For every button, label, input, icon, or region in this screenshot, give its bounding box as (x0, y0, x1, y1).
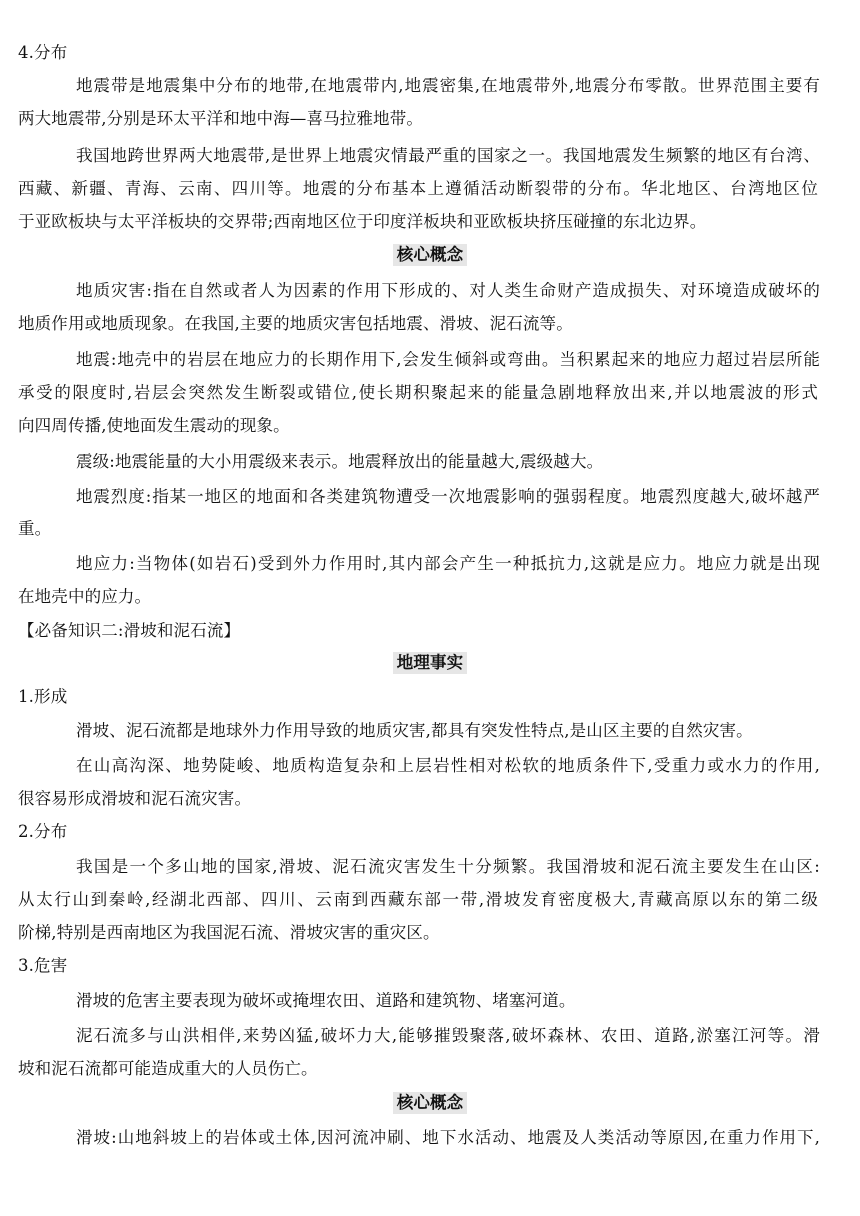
geo-facts-label: 地理事实 (393, 652, 468, 674)
paragraph-line: 两大地震带,分别是环太平洋和地中海—喜马拉雅地带。 (18, 109, 423, 128)
section-heading-hazard: 3.危害 (18, 956, 68, 975)
paragraph-line: 阶梯,特别是西南地区为我国泥石流、滑坡灾害的重灾区。 (18, 923, 440, 942)
paragraph-line: 地质作用或地质现象。在我国,主要的地质灾害包括地震、滑坡、泥石流等。 (18, 314, 573, 333)
paragraph-line: 泥石流多与山洪相伴,来势凶猛,破坏力大,能够摧毁聚落,破坏森林、农田、道路,淤塞江河等。滑 (76, 1026, 820, 1045)
geo-facts-heading (0, 652, 860, 674)
paragraph-line: 地质灾害:指在自然或者人为因素的作用下形成的、对人类生命财产造成损失、对环境造成破坏的 (76, 281, 820, 300)
core-concept-heading-2 (0, 1092, 860, 1114)
paragraph-line: 滑坡的危害主要表现为破坏或掩埋农田、道路和建筑物、堵塞河道。 (76, 991, 576, 1010)
paragraph-line: 震级:地震能量的大小用震级来表示。地震释放出的能量越大,震级越大。 (76, 452, 604, 471)
paragraph-line: 西藏、新疆、青海、云南、四川等。地震的分布基本上遵循活动断裂带的分布。华北地区、台湾地区位 (18, 179, 818, 198)
paragraph-line: 从太行山到秦岭,经湖北西部、四川、云南到西藏东部一带,滑坡发育密度极大,青藏高原以东的第二级 (18, 890, 818, 909)
core-concept-heading (0, 244, 860, 266)
paragraph-line: 我国地跨世界两大地震带,是世界上地震灾情最严重的国家之一。我国地震发生频繁的地区有台湾、 (76, 146, 820, 165)
section-heading-distribution: 4.分布 (18, 43, 68, 62)
paragraph-line: 我国是一个多山地的国家,滑坡、泥石流灾害发生十分频繁。我国滑坡和泥石流主要发生在山区: (76, 857, 820, 876)
section-heading-distribution-2: 2.分布 (18, 822, 68, 841)
paragraph-line: 向四周传播,使地面发生震动的现象。 (18, 416, 290, 435)
paragraph-line: 地应力:当物体(如岩石)受到外力作用时,其内部会产生一种抵抗力,这就是应力。地应力就是出现 (76, 554, 820, 573)
paragraph-line: 滑坡:山地斜坡上的岩体或土体,因河流冲刷、地下水活动、地震及人类活动等原因,在重力作用下, (76, 1128, 820, 1147)
paragraph-line: 地震烈度:指某一地区的地面和各类建筑物遭受一次地震影响的强弱程度。地震烈度越大,破坏越严 (76, 487, 820, 506)
section-heading-formation: 1.形成 (18, 687, 68, 706)
paragraph-line: 在地壳中的应力。 (18, 587, 152, 606)
paragraph-line: 很容易形成滑坡和泥石流灾害。 (18, 789, 252, 808)
paragraph-line: 坡和泥石流都可能造成重大的人员伤亡。 (18, 1059, 318, 1078)
paragraph-line: 滑坡、泥石流都是地球外力作用导致的地质灾害,都具有突发性特点,是山区主要的自然灾害。 (76, 721, 753, 740)
paragraph-line: 重。 (18, 519, 52, 538)
paragraph-line: 承受的限度时,岩层会突然发生断裂或错位,使长期积聚起来的能量急剧地释放出来,并以地震波的形式 (18, 383, 818, 402)
core-concept-label: 核心概念 (393, 1092, 468, 1114)
paragraph-line: 地震带是地震集中分布的地带,在地震带内,地震密集,在地震带外,地震分布零散。世界范围主要有 (76, 76, 820, 95)
knowledge-section-heading: 【必备知识二:滑坡和泥石流】 (18, 621, 241, 640)
paragraph-line: 于亚欧板块与太平洋板块的交界带;西南地区位于印度洋板块和亚欧板块挤压碰撞的东北边界。 (18, 212, 707, 231)
core-concept-label: 核心概念 (393, 244, 468, 266)
paragraph-line: 在山高沟深、地势陡峻、地质构造复杂和上层岩性相对松软的地质条件下,受重力或水力的作用, (76, 756, 820, 775)
paragraph-line: 地震:地壳中的岩层在地应力的长期作用下,会发生倾斜或弯曲。当积累起来的地应力超过岩层所能 (76, 350, 820, 369)
